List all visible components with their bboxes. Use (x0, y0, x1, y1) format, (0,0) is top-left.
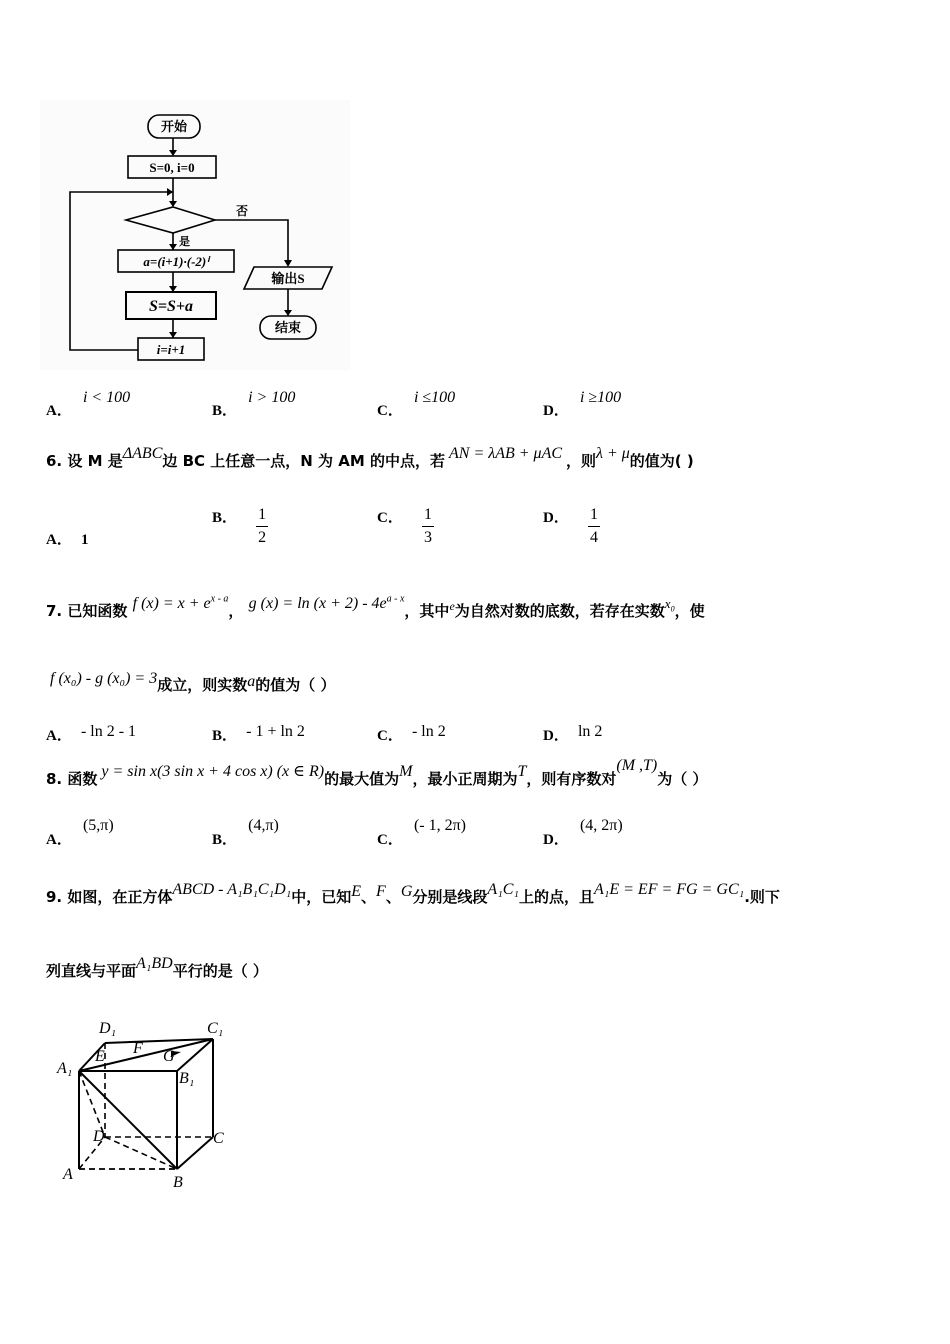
cube-label-c: C (213, 1130, 224, 1147)
option-label: A． (46, 403, 72, 419)
flow-start-text: 开始 (160, 119, 188, 134)
question-number: 9. (46, 888, 63, 906)
question-number: 7. (46, 602, 63, 620)
q9-cube: ABCD - A₁B₁C₁D₁ (172, 881, 292, 898)
q8-option-d[interactable] (543, 814, 623, 848)
cube-label-d: D (93, 1128, 105, 1145)
cube-label-e: E (95, 1048, 105, 1065)
q7-text-1: 已知函数 (67, 602, 128, 620)
q9-line2-a: 列直线与平面 (46, 962, 137, 980)
q9-F: F (376, 883, 386, 900)
q7-a: a (247, 673, 256, 690)
q7-e: e (449, 599, 455, 613)
option-label: C． (377, 510, 403, 526)
q9-text-4: 上的点，且 (519, 888, 595, 906)
option-label: A． (46, 832, 72, 848)
q9-text-5: .则下 (744, 888, 780, 906)
q6-triangle: ΔABC (122, 445, 163, 462)
option-label: B． (212, 832, 238, 848)
q7-option-c[interactable] (377, 720, 446, 744)
question-6-stem (46, 445, 694, 471)
q8-option-a[interactable] (46, 814, 114, 848)
q6-sum: λ + μ (596, 445, 630, 462)
q9-text-2: 中，已知 (291, 888, 352, 906)
flow-increment-text: i=i+1 (156, 342, 186, 357)
q8-option-c[interactable] (377, 814, 466, 848)
cube-label-c1: C₁ (207, 1020, 224, 1037)
fraction-one-half: $\frac{1}{2}$ (258, 506, 267, 546)
option-label: D． (543, 403, 569, 419)
option-value: i < 100 (82, 389, 131, 406)
option-label: C． (377, 403, 403, 419)
q9-G: G (400, 883, 413, 900)
question-9-stem (46, 881, 780, 907)
option-label: D． (543, 832, 569, 848)
q8-text-4: ，则有序数对 (526, 770, 617, 788)
option-label: B． (212, 728, 238, 744)
cube-label-a: A (63, 1166, 73, 1183)
question-number: 6. (46, 452, 63, 470)
option-value: i ≥100 (579, 389, 622, 406)
q8-text-1: 函数 (67, 770, 98, 788)
q8-text-2: 的最大值为 (324, 770, 400, 788)
flow-end-text: 结束 (274, 320, 302, 335)
option-value: - 1 + ln 2 (246, 723, 305, 740)
flow-assign-a-text: a=(i+1)·(-2)ⁱ (143, 254, 209, 269)
q9-text-1: 如图，在正方体 (67, 888, 173, 906)
q7-option-d[interactable] (543, 720, 603, 744)
cube-label-f: F (133, 1040, 143, 1057)
q8-text-3: ，最小正周期为 (412, 770, 518, 788)
fraction-one-quarter: $\frac{1}{4}$ (589, 506, 598, 546)
q5-option-a[interactable] (46, 386, 131, 419)
q9-equation: A₁E = EF = FG = GC₁ (594, 881, 745, 898)
q9-line2-b: 平行的是（ ） (172, 962, 268, 980)
option-value: (4,π) (248, 817, 279, 834)
option-value: (5,π) (82, 817, 114, 834)
q7-x0: $x_0$ (664, 596, 675, 614)
flowchart-figure (40, 100, 350, 370)
q6-option-d[interactable] (543, 504, 600, 547)
fraction-one-third: $\frac{1}{3}$ (423, 506, 432, 546)
q6-text-3: ，则 (566, 452, 597, 470)
q6-text-1: 设 M 是 (67, 452, 123, 470)
q7-option-b[interactable] (212, 720, 305, 744)
q8-function: y = sin x(3 sin x + 4 cos x) (x ∈ R) (101, 763, 325, 780)
q7-text-2: ， (228, 602, 244, 620)
option-label: A． (46, 532, 72, 548)
q9-E: E (351, 883, 362, 900)
option-value: i > 100 (248, 389, 296, 406)
q7-g-def: g $(x) = \ln (x + 2) - 4e^{a - x}$ (248, 593, 405, 612)
q6-option-a[interactable] (46, 528, 88, 549)
q8-text-5: 为（ ） (657, 770, 708, 788)
option-value: - ln 2 - 1 (80, 723, 137, 740)
q5-option-c[interactable] (377, 386, 456, 419)
option-value: - ln 2 (411, 723, 446, 740)
flow-yes-label: 是 (179, 236, 190, 248)
q7-text-7: 的值为（ ） (255, 676, 336, 694)
q8-M: M (399, 763, 413, 780)
flow-output-text: 输出S (271, 271, 305, 286)
option-label: C． (377, 728, 403, 744)
cube-figure (55, 1015, 245, 1195)
q9-plane: A₁BD (136, 955, 173, 972)
q6-option-c[interactable] (377, 504, 434, 547)
cube-label-b: B (173, 1174, 183, 1191)
q6-text-2: 边 BC 上任意一点，N 为 AM 的中点，若 (162, 452, 446, 470)
option-label: D． (543, 510, 569, 526)
option-value: 1 (80, 532, 89, 548)
q8-pair: (M ,T) (616, 757, 658, 774)
option-value: (- 1, 2π) (413, 817, 466, 834)
option-value: i ≤100 (413, 389, 456, 406)
cube-label-d1: D₁ (99, 1020, 117, 1037)
option-label: D． (543, 728, 569, 744)
q7-text-3: ，其中 (404, 602, 450, 620)
option-label: B． (212, 403, 238, 419)
q6-vector-eq: AN = λAB + μAC (449, 445, 563, 462)
q7-f-def: f $(x) = x + e^{x - a}$ (132, 593, 229, 612)
option-label: C． (377, 832, 403, 848)
option-label: B． (212, 510, 238, 526)
flow-assign-s-text: S=S+a (148, 298, 194, 315)
question-9-line2 (46, 955, 268, 981)
flow-init-text: S=0, i=0 (149, 160, 195, 175)
q8-option-b[interactable] (212, 814, 279, 848)
question-8-stem (46, 757, 708, 789)
option-value: ln 2 (577, 723, 603, 740)
q7-text-6: 成立，则实数 (157, 676, 248, 694)
cube-label-b1: B₁ (179, 1070, 195, 1087)
q5-option-b[interactable] (212, 386, 296, 419)
q9-text-3: 分别是线段 (412, 888, 488, 906)
q6-text-4: 的值为( ) (629, 452, 694, 470)
option-value: (4, 2π) (579, 817, 623, 834)
q6-option-b[interactable] (212, 504, 268, 547)
q7-text-4: 为自然对数的底数，若存在实数 (454, 602, 665, 620)
q7-text-5: ，使 (674, 602, 705, 620)
question-7-stem (46, 593, 705, 622)
q9-segment: A₁C₁ (487, 881, 519, 898)
q7-condition: f (x₀) - g (x₀) = 3 (50, 670, 158, 687)
option-label: A． (46, 728, 72, 744)
q9-sep-1: 、 (361, 888, 377, 906)
q7-option-a[interactable] (46, 720, 137, 744)
question-7-line2 (50, 670, 336, 695)
cube-label-g: G (163, 1048, 175, 1065)
cube-label-a1: A₁ (57, 1060, 73, 1077)
q5-option-d[interactable] (543, 386, 622, 419)
q9-sep-2: 、 (385, 888, 401, 906)
q8-T: T (517, 763, 527, 780)
question-number: 8. (46, 770, 63, 788)
flow-no-label: 否 (236, 204, 249, 218)
